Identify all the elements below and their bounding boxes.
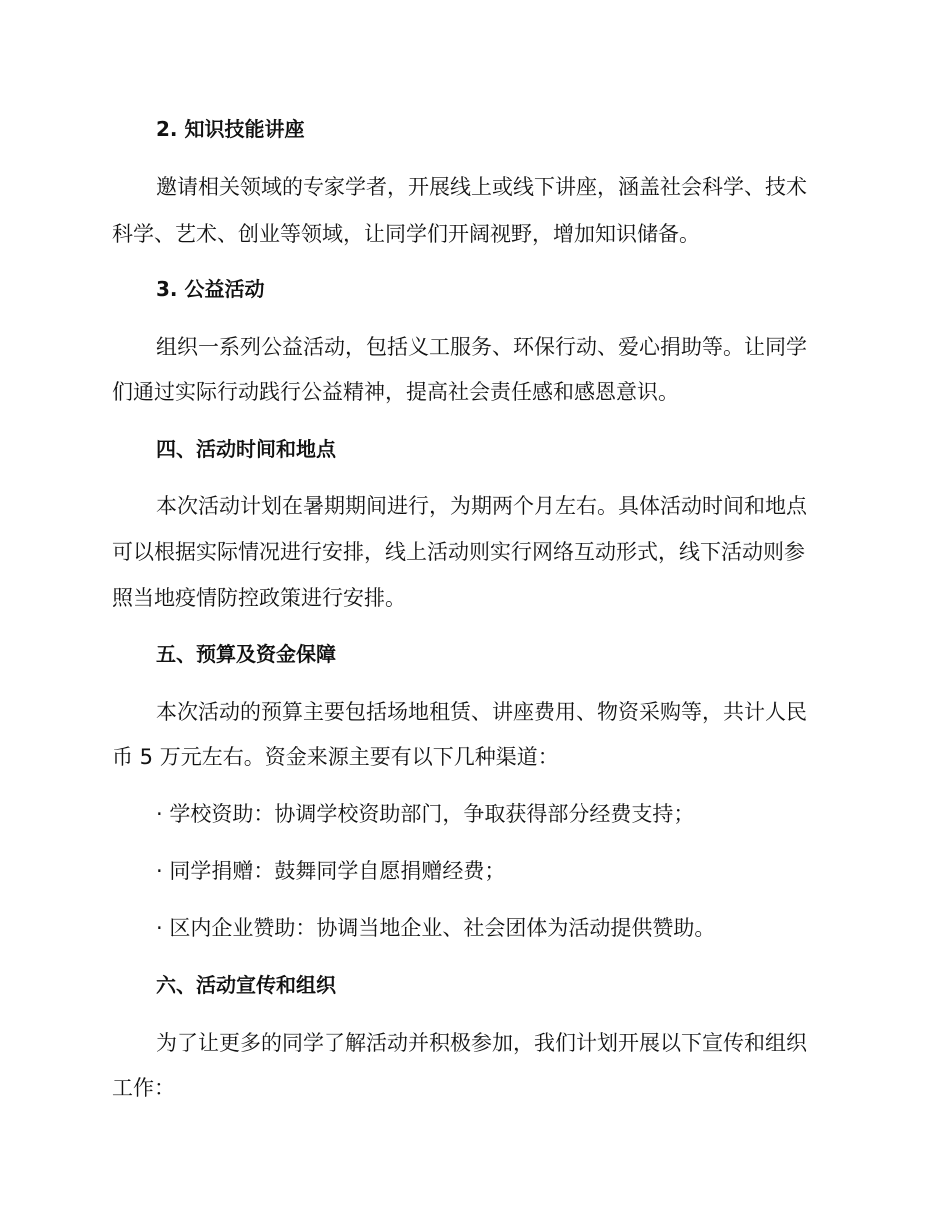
list-item-student-donation: · 同学捐赠：鼓舞同学自愿捐赠经费；	[156, 859, 506, 883]
paragraph-line: 币 5 万元左右。资金来源主要有以下几种渠道：	[112, 745, 559, 769]
paragraph-line: 工作：	[112, 1076, 175, 1100]
section-heading-budget: 五、预算及资金保障	[156, 642, 336, 666]
paragraph-line: 本次活动计划在暑期期间进行，为期两个月左右。具体活动时间和地点	[156, 494, 807, 518]
section-heading-time-and-place: 四、活动时间和地点	[156, 437, 336, 461]
section-heading-public-welfare: 3. 公益活动	[156, 277, 265, 301]
section-heading-promotion: 六、活动宣传和组织	[156, 973, 336, 997]
paragraph-line: 本次活动的预算主要包括场地租赁、讲座费用、物资采购等，共计人民	[156, 700, 807, 724]
paragraph-line: 邀请相关领域的专家学者，开展线上或线下讲座，涵盖社会科学、技术	[156, 175, 807, 199]
paragraph-line: 组织一系列公益活动，包括义工服务、环保行动、爱心捐助等。让同学	[156, 335, 807, 359]
paragraph-line: 可以根据实际情况进行安排，线上活动则实行网络互动形式，线下活动则参	[112, 540, 805, 564]
paragraph-line: 照当地疫情防控政策进行安排。	[112, 586, 406, 610]
section-heading-knowledge-lectures: 2. 知识技能讲座	[156, 117, 305, 141]
list-item-enterprise-sponsorship: · 区内企业赞助：协调当地企业、社会团体为活动提供赞助。	[156, 916, 716, 940]
paragraph-line: 为了让更多的同学了解活动并积极参加，我们计划开展以下宣传和组织	[156, 1031, 807, 1055]
paragraph-line: 科学、艺术、创业等领域，让同学们开阔视野，增加知识储备。	[112, 222, 700, 246]
paragraph-line: 们通过实际行动践行公益精神，提高社会责任感和感恩意识。	[112, 380, 679, 404]
list-item-school-funding: · 学校资助：协调学校资助部门，争取获得部分经费支持；	[156, 802, 695, 826]
